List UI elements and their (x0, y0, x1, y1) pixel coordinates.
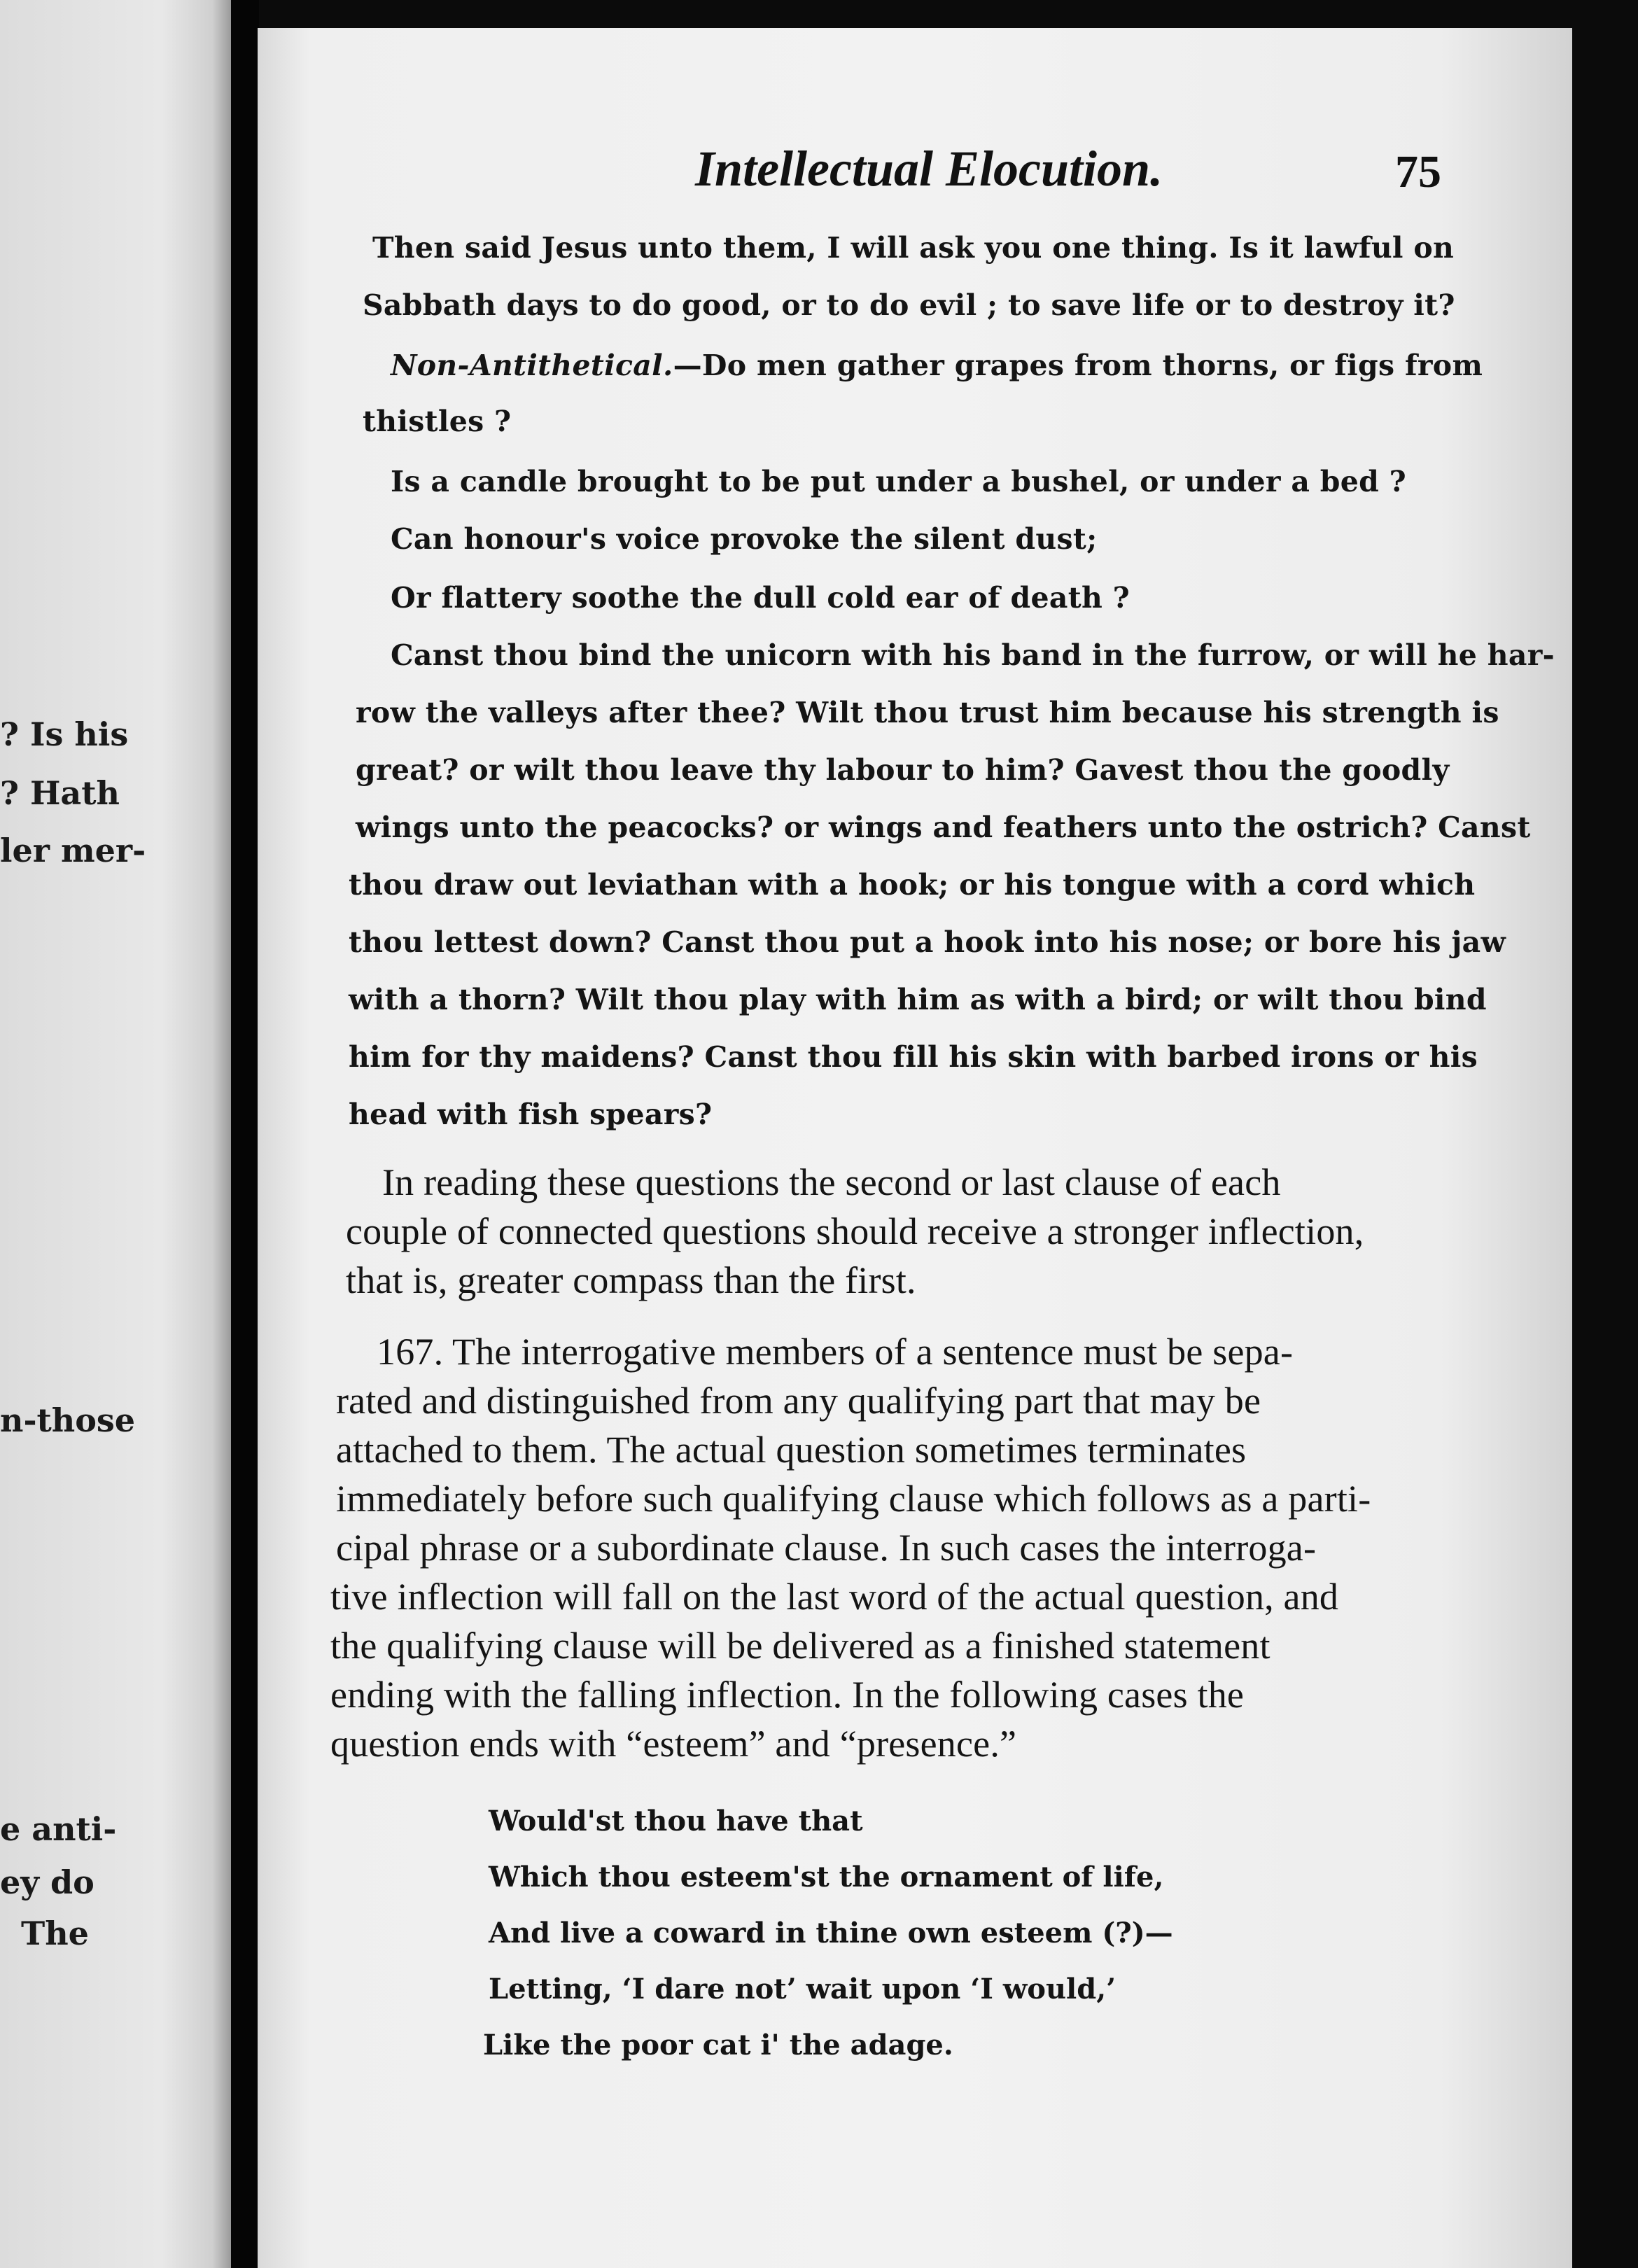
left-page-fragment: e anti- (0, 1810, 117, 1848)
body-line: In reading these questions the second or last clause of each (382, 1161, 1281, 1203)
job-line: thou lettest down? Canst thou put a hook into his nose; or bore his jaw (349, 925, 1506, 959)
job-line: thou draw out leviathan with a hook; or his tongue with a cord which (349, 868, 1476, 902)
previous-page-edge (0, 0, 231, 2268)
section-167-line: the qualifying clause will be delivered as a finished statement (330, 1625, 1270, 1667)
left-page-fragment: n-those (0, 1401, 136, 1439)
section-167-line: rated and distinguished from any qualifying part that may be (336, 1380, 1261, 1422)
example-line (391, 349, 1483, 382)
section-167-line: 167. The interrogative members of a sentence must be sepa- (377, 1331, 1294, 1373)
left-page-fragment: ey do (0, 1863, 94, 1901)
example-line: Sabbath days to do good, or to do evil ; to save life or to destroy it? (363, 288, 1455, 322)
verse-line: And live a coward in thine own esteem (?)— (489, 1917, 1173, 1949)
body-line: couple of connected questions should receive a stronger inflection, (346, 1210, 1364, 1252)
body-line: that is, greater compass than the first. (346, 1259, 916, 1301)
section-167-line: cipal phrase or a subordinate clause. In such cases the interroga- (336, 1527, 1317, 1569)
job-line: Canst thou bind the unicorn with his band in the furrow, or will he har- (391, 638, 1555, 672)
verse-line: Letting, ‘I dare not’ wait upon ‘I would,’ (489, 1973, 1116, 2005)
job-line: him for thy maidens? Canst thou fill his skin with barbed irons or his (349, 1040, 1478, 1074)
example-line: Can honour's voice provoke the silent dust; (391, 522, 1098, 556)
section-167-line: question ends with “esteem” and “presence.” (330, 1723, 1017, 1765)
example-line: Or flattery soothe the dull cold ear of death ? (391, 581, 1130, 615)
page-text (258, 28, 1572, 2268)
section-167-line: attached to them. The actual question sometimes terminates (336, 1429, 1247, 1471)
left-page-fragment: ler mer- (0, 832, 146, 869)
non-antithetical-label: Non-Antithetical. (391, 349, 673, 382)
left-page-fragment: ? Is his (0, 715, 129, 753)
running-title: Intellectual Elocution. (695, 141, 1163, 197)
page-number: 75 (1395, 146, 1441, 197)
job-line: head with fish spears? (349, 1098, 713, 1131)
job-line: great? or wilt thou leave thy labour to him? Gavest thou the goodly (356, 753, 1450, 787)
verse-line: Would'st thou have that (489, 1805, 863, 1837)
verse-line: Which thou esteem'st the ornament of life, (489, 1861, 1164, 1893)
job-line: row the valleys after thee? Wilt thou trust him because his strength is (356, 696, 1499, 729)
page (258, 28, 1572, 2268)
job-line: with a thorn? Wilt thou play with him as with a bird; or wilt thou bind (349, 983, 1487, 1016)
left-page-fragment: The (21, 1914, 89, 1952)
left-page-fragment: ? Hath (0, 774, 120, 812)
example-line: Then said Jesus unto them, I will ask you one thing. Is it lawful on (372, 231, 1455, 265)
book-gutter (231, 0, 259, 2268)
verse-line: Like the poor cat i' the adage. (483, 2029, 953, 2062)
section-167-line: tive inflection will fall on the last word of the actual question, and (330, 1576, 1339, 1618)
example-line-text: —Do men gather grapes from thorns, or figs from (673, 349, 1483, 382)
job-line: wings unto the peacocks? or wings and feathers unto the ostrich? Canst (356, 811, 1531, 844)
example-line: Is a candle brought to be put under a bushel, or under a bed ? (391, 465, 1406, 498)
section-167-line: ending with the falling inflection. In the following cases the (330, 1674, 1245, 1716)
section-167-line: immediately before such qualifying clause which follows as a parti- (336, 1478, 1371, 1520)
example-line: thistles ? (363, 405, 512, 438)
